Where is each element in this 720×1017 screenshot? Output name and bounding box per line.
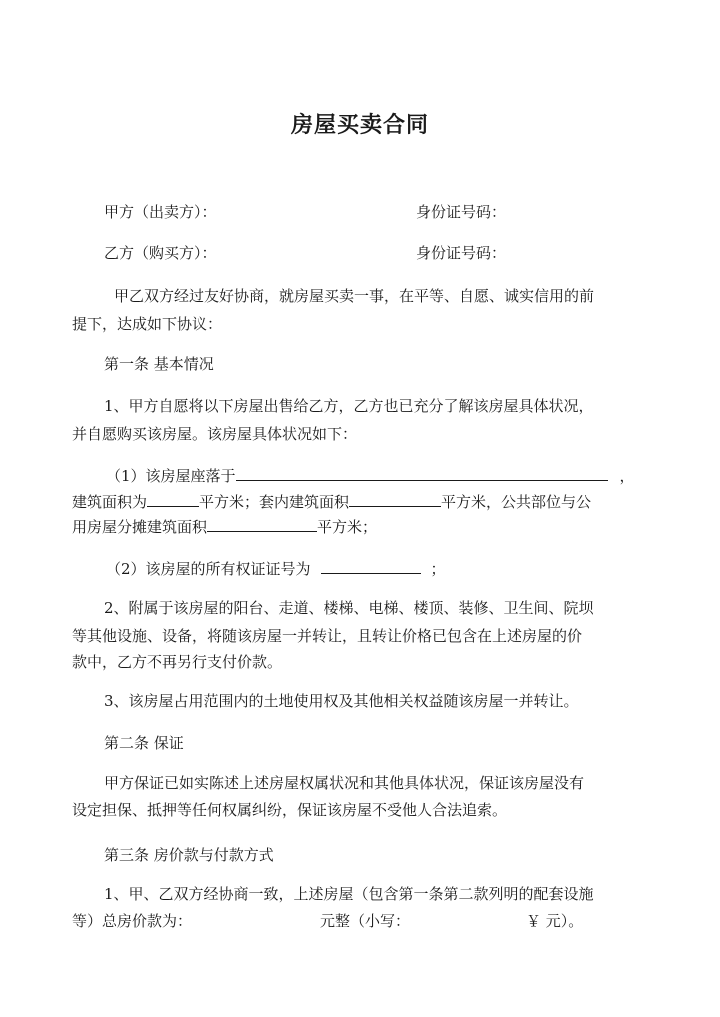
location-comma: ，: [619, 467, 635, 485]
article1-p2-line-1: 2、附属于该房屋的阳台、走道、楼梯、电梯、楼顶、装修、卫生间、院坝: [104, 599, 594, 617]
shared-area-blank: [207, 515, 317, 532]
shared-area-unit: 平方米；: [317, 518, 378, 536]
article3-heading: 第三条 房价款与付款方式: [104, 846, 274, 864]
inner-area-label: 平方米；套内建筑面积: [199, 493, 350, 511]
price-words-label: 元整（小写：: [320, 912, 411, 930]
article3-line-1: 1、甲、乙双方经协商一致，上述房屋（包含第一条第二款列明的配套设施: [104, 885, 594, 903]
article2-line-1: 甲方保证已如实陈述上述房屋权属状况和其他具体状况，保证该房屋没有: [104, 774, 585, 792]
article2-line-2: 设定担保、抵押等任何权属纠纷，保证该房屋不受他人合法追索。: [72, 801, 508, 819]
floor-area-blank: [147, 490, 199, 507]
certificate-blank: [321, 557, 421, 574]
article1-p1-line-1: 1、甲方自愿将以下房屋出售给乙方，乙方也已充分了解该房屋具体状况，: [104, 397, 594, 415]
article1-p2-line-2: 等其他设施、设备，将随该房屋一并转让，且转让价格已包含在上述房屋的价: [72, 627, 583, 645]
article3-line-2: [72, 911, 652, 931]
article1-item2: [106, 557, 686, 579]
floor-area-label: 建筑面积为: [72, 493, 148, 511]
article1-heading: 第一条 基本情况: [104, 355, 214, 373]
inner-area-blank: [349, 490, 441, 507]
shared-area-label: 用房屋分摊建筑面积: [72, 518, 208, 536]
location-blank: [236, 464, 608, 481]
total-price-label: 等）总房价款为：: [72, 912, 193, 930]
certificate-label: （2）该房屋的所有权证证号为: [106, 560, 311, 578]
article1-p2-line-3: 款中，乙方不再另行支付价款。: [72, 653, 283, 671]
public-area-label: 平方米，公共部位与公: [441, 493, 592, 511]
article1-item1-line-3: [72, 515, 652, 537]
party-b-id-label: 身份证号码：: [416, 244, 507, 262]
page-title: 房屋买卖合同: [290, 113, 429, 138]
article1-item1-line-2: [72, 490, 652, 512]
party-a-id-label: 身份证号码：: [416, 203, 507, 221]
certificate-semicolon: ；: [430, 560, 446, 578]
party-a-label: 甲方（出卖方）：: [104, 203, 217, 221]
preamble-line-2: 提下，达成如下协议：: [72, 315, 223, 333]
article1-p3: 3、该房屋占用范围内的土地使用权及其他相关权益随该房屋一并转让。: [104, 692, 579, 710]
price-figure-label: ￥ 元）。: [526, 912, 584, 930]
article1-item1-line-1: [106, 464, 686, 486]
article1-p1-line-2: 并自愿购买该房屋。该房屋具体状况如下：: [72, 425, 358, 443]
article2-heading: 第二条 保证: [104, 734, 184, 752]
party-b-label: 乙方（购买方）：: [104, 244, 217, 262]
preamble-line-1: 甲乙双方经过友好协商，就房屋买卖一事，在平等、自愿、诚实信用的前: [114, 287, 595, 305]
location-label: （1）该房屋座落于: [106, 467, 236, 485]
